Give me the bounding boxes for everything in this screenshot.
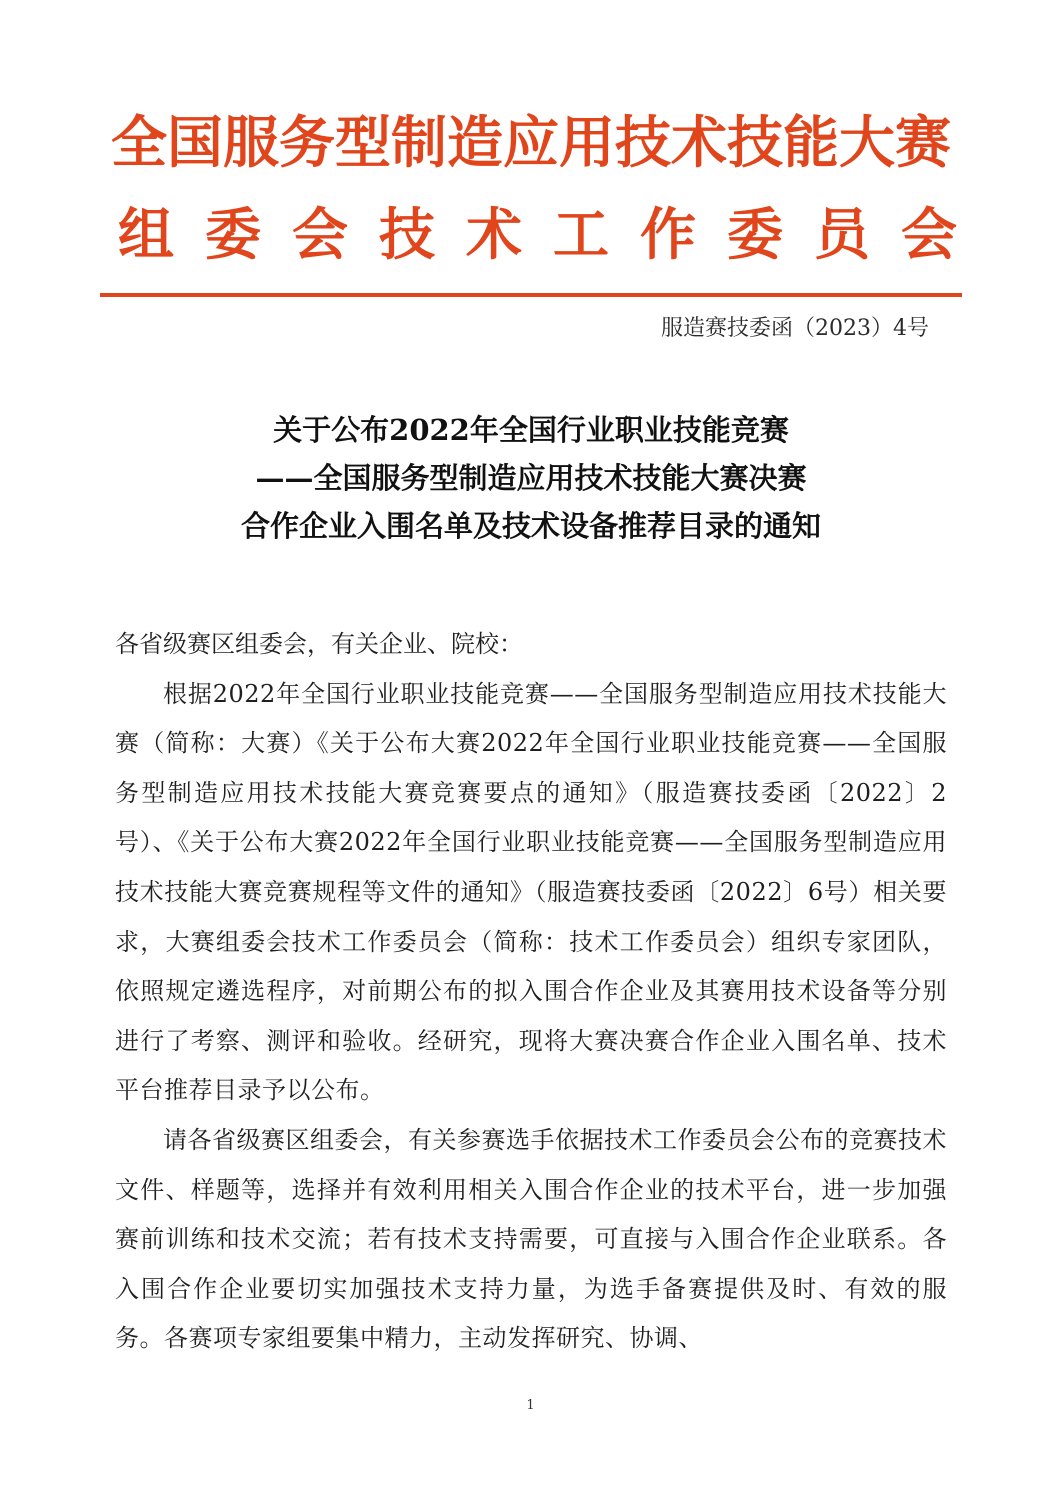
title-line-2: ——全国服务型制造应用技术技能大赛决赛 bbox=[255, 461, 807, 495]
document-body bbox=[115, 620, 947, 1364]
body-paragraph-2: 请各省级赛区组委会，有关参赛选手依据技术工作委员会公布的竞赛技术文件、样题等，选择并有效利用相关入围合作企业的技术平台，进一步加强赛前训练和技术交流；若有技术支持需要，可直接与入围合作企业联系。各入围合作企业要切实加强技术支持力量，为选手备赛提供及时、有效的服务。各赛项专家组要集中精力，主动发挥研究、协调、 bbox=[115, 1125, 947, 1353]
body-paragraph-1: 根据2022年全国行业职业技能竞赛——全国服务型制造应用技术技能大赛（简称：大赛）《关于公布大赛2022年全国行业职业技能竞赛——全国服务型制造应用技术技能大赛竞赛要点的通知》（服造赛技委函〔2022〕2号）、《关于公布大赛2022年全国行业职业技能竞赛——全国服务型制造应用技术技能大赛竞赛规程等文件的通知》（服造赛技委函〔2022〕6号）相关要求，大赛组委会技术工作委员会（简称：技术工作委员会）组织专家团队，依照规定遴选程序，对前期公布的拟入围合作企业及其赛用技术设备等分别进行了考察、测评和验收。经研究，现将大赛决赛合作企业入围名单、技术平台推荐目录予以公布。 bbox=[115, 679, 947, 1105]
title-line-1: 关于公布2022年全国行业职业技能竞赛 bbox=[273, 413, 789, 447]
letterhead-organization-name: 全国服务型制造应用技术技能大赛 bbox=[111, 111, 951, 176]
letterhead-committee-name: 组委会技术工作委员会 bbox=[118, 203, 988, 268]
document-number: 服造赛技委函（2023）4号 bbox=[661, 316, 929, 341]
title-line-3: 合作企业入围名单及技术设备推荐目录的通知 bbox=[240, 509, 821, 543]
page-number: 1 bbox=[526, 1398, 535, 1413]
document-title bbox=[100, 406, 962, 550]
letterhead-red-rule bbox=[100, 293, 962, 297]
salutation: 各省级赛区组委会，有关企业、院校： bbox=[115, 630, 523, 658]
